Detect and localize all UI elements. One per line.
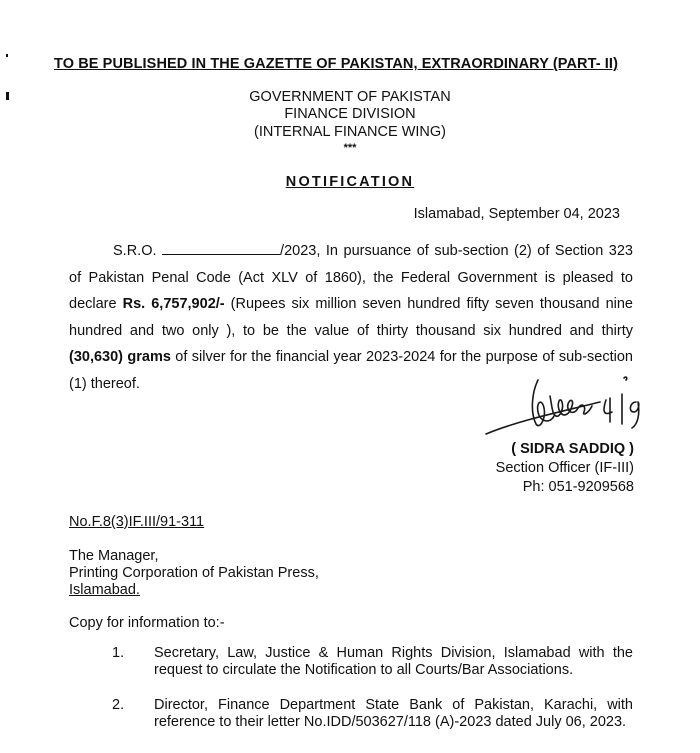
signature-block (496, 440, 634, 497)
scan-mark (6, 54, 8, 57)
addressee-line-1: The Manager, (69, 548, 159, 564)
notification-title: NOTIFICATION (285, 174, 415, 190)
sro-number-blank (162, 242, 280, 255)
amount: Rs. 6,757,902/- (122, 296, 225, 312)
body-text-1: /2023, In pursuance of sub-section (2) of Section 323 of Pakistan Penal Code (Act XLV of 1860), the Federal Government is pleased to declare (69, 243, 633, 312)
list-item-number: 1. (112, 645, 125, 661)
gazette-header: TO BE PUBLISHED IN THE GAZETTE OF PAKISTAN, EXTRAORDINARY (PART- II) (54, 56, 618, 72)
list-item-number: 2. (112, 697, 125, 713)
body-text-3: of silver for the financial year 2023-2024 for the purpose of sub-section (1) thereof. (69, 349, 633, 392)
reference-number: No.F.8(3)IF.III/91-311 (69, 514, 205, 530)
list-item-text: Secretary, Law, Justice & Human Rights Division, Islamabad with the request to circulate the Notification to all Courts/Bar Associations. (154, 645, 633, 678)
org-line-division: FINANCE DIVISION (284, 106, 416, 122)
org-line-wing: (INTERNAL FINANCE WING) (254, 124, 446, 140)
list-item (112, 697, 633, 731)
list-item (112, 645, 633, 679)
addressee-line-2: Printing Corporation of Pakistan Press, (69, 565, 319, 581)
signatory-name: ( SIDRA SADDIQ ) (511, 441, 634, 457)
sro-label: S.R.O. (113, 243, 157, 259)
addressee-block (69, 548, 319, 599)
body-text-2: (Rupees six million seven hundred fifty seven thousand nine hundred and two only ), to be the value of thirty thousand six hundred and thirty (69, 296, 633, 339)
place-date: Islamabad, September 04, 2023 (413, 206, 620, 222)
signatory-designation: Section Officer (IF-III) (495, 460, 634, 476)
separator-stars: *** (343, 142, 357, 154)
list-item-text: Director, Finance Department State Bank of Pakistan, Karachi, with reference to their letter No.IDD/503627/118 (A)-2023 dated July 06, 2023. (154, 697, 633, 730)
signatory-phone: Ph: 051-9209568 (522, 479, 634, 495)
copy-label: Copy for information to:- (69, 615, 225, 631)
addressee-line-3: Islamabad. (69, 582, 140, 598)
org-line-government: GOVERNMENT OF PAKISTAN (249, 89, 451, 105)
grams: (30,630) grams (69, 349, 171, 365)
